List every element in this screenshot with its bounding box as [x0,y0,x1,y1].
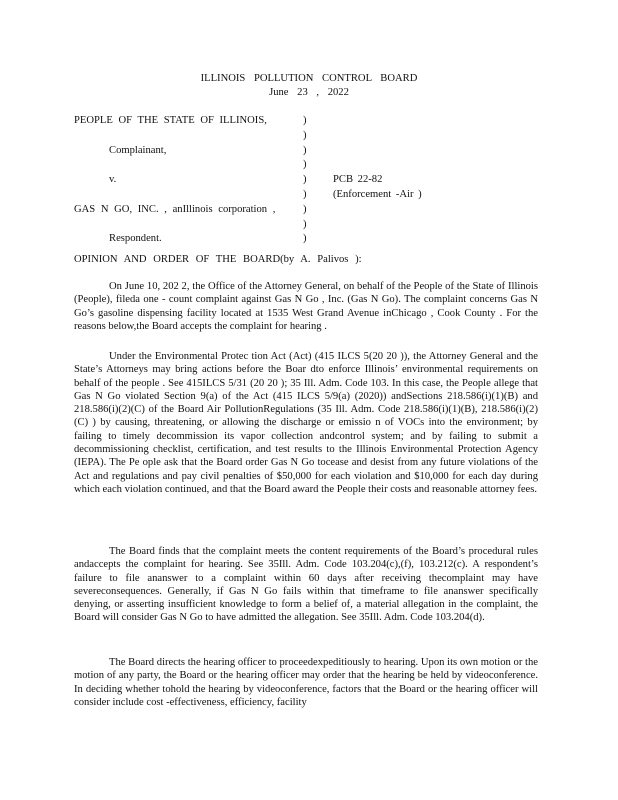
caption-row [74,129,554,144]
complainant-label: Complainant, [109,144,167,156]
respondent-party: GAS N GO, INC. , anIllinois corporation , [74,203,276,215]
caption-paren: ) [303,115,307,126]
document-header [0,72,618,100]
body-paragraph: Under the Environmental Protec tion Act (Act) (415 ILCS 5(20 20 )), the Attorney General and the State’s Attorneys may bring actions before the Boar dto enforce Illinois’ environmental requirements on behalf of the people . See 415ILCS 5/31 (20 20 ); 35 Ill. Adm. Code 103. In this case, the People allege that Gas N Go violated Section 9(a) of the Act (415 ILCS 5/9(a) (2020)) andSections 218.586(i)(1)(B) and 218.586(i)(2)(C) of the Board Air PollutionRegulations (35 Ill. Adm. Code 218.586(i)(1)(B), 218.586(i)(2)(C) ) by causing, threatening, or allowing the discharge or emissio n of VOCs into the environment; by failing to timely decommission its vapor collection andcontrol system; and by failing to submit a decommissioning checklist, certification, and test results to the Illinois Environmental Protection Agency (IEPA). The Pe ople ask that the Board order Gas N Go tocease and desist from any future violations of the Act and regulations and pay civil penalties of $50,000 for each violation and $10,000 for each day during which each violation continued, and that the Board award the People their costs and reasonable attorney fees. [74,351,538,495]
caption-row [74,114,554,129]
document-date: June 23 , 2022 [269,87,349,98]
respondent-label: Respondent. [109,233,162,245]
complainant-party: PEOPLE OF THE STATE OF ILLINOIS, [74,115,267,126]
caption-paren: ) [303,203,307,215]
body-paragraph: The Board directs the hearing officer to proceedexpeditiously to hearing. Upon its own motion or the motion of any party, the Board or the hearing officer may order that the hearing be held by videoconference. In deciding whether tohold the hearing by videoconference, factors that the Board or the hearing officer will consider include cost -effectiveness, efficiency, facility [74,657,538,708]
caption-row [74,218,554,233]
caption-paren: ) [303,174,307,186]
caption-paren: ) [303,233,307,245]
caption-paren: ) [303,159,307,171]
case-number: PCB 22-82 [333,174,383,186]
caption-paren: ) [303,129,307,141]
caption-row [74,232,554,247]
body-paragraph: The Board finds that the complaint meets the content requirements of the Board’s procedural rules andaccepts the complaint for hearing. See 35Ill. Adm. Code 103.204(c),(f), 103.212(c). A respondent’s failure to file ananswer to a complaint within 60 days after receiving thecomplaint may have severeconsequences. Generally, if Gas N Go fails within that timeframe to file ananswer specifically denying, or asserting insufficient knowledge to form a belief of, a material allegation in the complaint, the Board will consider Gas N Go to have admitted the allegation. See 35Ill. Adm. Code 103.204(d). [74,546,538,624]
body-paragraph: On June 10, 202 2, the Office of the Attorney General, on behalf of the People of the State of Illinois (People), fileda one - count complaint against Gas N Go , Inc. (Gas N Go). The complaint concerns Gas N Go’s gasoline dispensing facility located at 1535 West Grand Avenue inChicago , Cook County . For the reasons below,the Board accepts the complaint for hearing . [74,281,538,332]
versus-label: v. [109,174,117,186]
opinion-title: OPINION AND ORDER OF THE BOARD(by A. Palivos ): [74,254,362,265]
caption-paren: ) [303,188,307,200]
caption-row [74,203,554,218]
caption-paren: ) [303,218,307,230]
caption-row [74,173,554,188]
caption-row [74,144,554,159]
caption-paren: ) [303,144,307,156]
caption-row [74,158,554,173]
case-type: (Enforcement -Air ) [333,188,422,200]
caption-row [74,188,554,203]
case-caption [74,114,554,247]
board-title: ILLINOIS POLLUTION CONTROL BOARD [200,73,418,84]
